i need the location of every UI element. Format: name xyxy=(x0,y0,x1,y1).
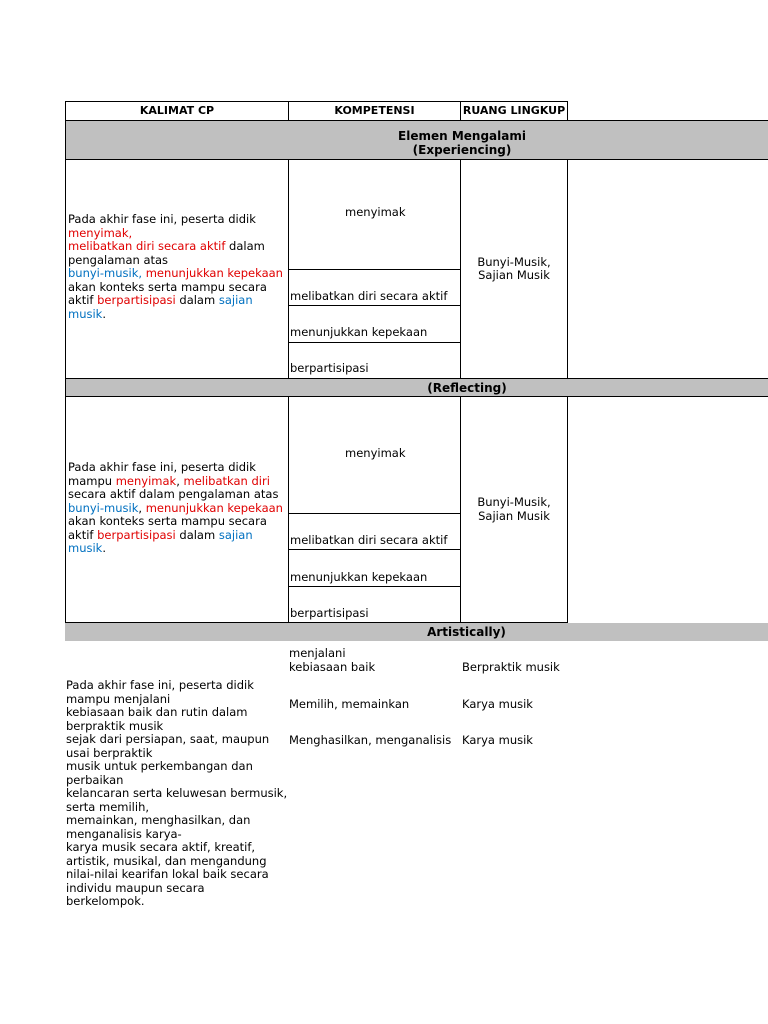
cp-text: Pada akhir fase ini, peserta didik xyxy=(68,460,256,474)
ruang-lingkup-line: Sajian Musik xyxy=(478,508,550,523)
row-divider xyxy=(289,513,460,514)
cp-highlight-blue: musik xyxy=(68,306,103,321)
cp-text: aktif xyxy=(68,293,98,307)
header-ruang-lingkup-label: RUANG LINGKUP xyxy=(462,104,566,118)
cp-text: , xyxy=(138,500,146,515)
cp-highlight-blue: sajian xyxy=(218,293,253,307)
kompetensi-item: berpartisipasi xyxy=(290,606,369,620)
ruang-lingkup-line: Bunyi-Musik, xyxy=(477,254,551,269)
ruang-lingkup-cell-experiencing xyxy=(460,159,568,379)
cp-highlight-red: berpartisipasi xyxy=(97,293,176,307)
ruang-lingkup-item: Berpraktik musik xyxy=(462,660,560,674)
cp-highlight-red: menyimak, xyxy=(68,225,133,240)
header-kalimat-cp xyxy=(65,101,289,121)
band-title: Artistically) xyxy=(427,625,506,639)
cp-line: usai berpraktik xyxy=(66,745,153,760)
cp-text: mampu xyxy=(68,473,116,488)
cp-highlight-blue: sajian xyxy=(218,527,253,542)
cp-line: serta memilih, xyxy=(66,799,150,814)
ruang-lingkup-item: Karya musik xyxy=(462,697,533,711)
cp-highlight-blue: bunyi-musik, xyxy=(68,266,143,280)
cp-line: Pada akhir fase ini, peserta didik xyxy=(66,678,254,692)
cp-highlight-red: melibatkan diri secara aktif xyxy=(68,239,226,253)
kompetensi-item: menyimak xyxy=(345,205,406,219)
cp-highlight-blue: bunyi-musik xyxy=(68,500,139,515)
kompetensi-item: berpartisipasi xyxy=(290,361,369,375)
cp-line: kebiasaan baik dan rutin dalam xyxy=(66,705,248,719)
row-divider xyxy=(289,342,460,343)
ruang-lingkup-line: Bunyi-Musik, xyxy=(477,495,551,509)
cp-highlight-red: menyimak xyxy=(115,473,177,488)
cp-text-artistically xyxy=(66,679,296,909)
cp-text: dalam xyxy=(175,293,219,307)
cp-text: akan konteks serta mampu secara xyxy=(68,514,267,528)
section-band-reflecting xyxy=(65,378,768,397)
cp-line: menganalisis karya- xyxy=(66,826,182,841)
cp-text: pengalaman atas xyxy=(68,252,169,267)
kompetensi-item: menunjukkan kepekaan xyxy=(290,570,428,584)
cp-text: , xyxy=(176,473,184,488)
cp-cell-reflecting xyxy=(65,396,289,623)
row-divider xyxy=(289,586,460,587)
row-divider xyxy=(289,549,460,550)
kompetensi-item: melibatkan diri secara aktif xyxy=(290,289,448,303)
kompetensi-item: menyimak xyxy=(345,446,406,460)
band-title: (Reflecting) xyxy=(427,381,507,395)
cp-text: secara aktif dalam pengalaman atas xyxy=(68,487,279,501)
cp-text: . xyxy=(102,541,106,555)
header-ruang-lingkup xyxy=(460,101,568,121)
section-band-artistically xyxy=(65,623,768,641)
row-divider xyxy=(289,305,460,306)
cp-text-reflecting xyxy=(67,461,290,556)
cp-highlight-red: menunjukkan kepekaan xyxy=(145,500,283,515)
cp-highlight-red: melibatkan diri xyxy=(183,473,270,488)
row-divider xyxy=(289,269,460,270)
cp-line: mampu menjalani xyxy=(66,691,171,706)
cp-text: dalam xyxy=(225,239,265,253)
cp-text: . xyxy=(102,306,106,321)
cp-text: Pada akhir fase ini, peserta didik xyxy=(68,212,256,226)
cp-line: individu maupun secara xyxy=(66,880,205,895)
cp-text: akan konteks serta mampu secara xyxy=(68,279,267,294)
cp-line: sejak dari persiapan, saat, maupun xyxy=(66,732,270,746)
kompetensi-row xyxy=(289,647,461,674)
cp-cell-experiencing xyxy=(65,159,289,379)
ruang-lingkup-cell-reflecting xyxy=(460,396,568,623)
cp-line: berpraktik musik xyxy=(66,718,164,733)
cp-text-experiencing xyxy=(67,213,290,321)
cp-line: karya musik secara aktif, kreatif, xyxy=(66,840,256,854)
cp-text: dalam xyxy=(175,527,219,542)
section-band-experiencing xyxy=(65,120,768,160)
cp-line: kelancaran serta keluwesan bermusik, xyxy=(66,786,288,800)
band-title-line1: Elemen Mengalami xyxy=(398,129,526,143)
kompetensi-cell-reflecting xyxy=(288,396,461,623)
kompetensi-cell-experiencing xyxy=(288,159,461,379)
cp-line: berkelompok. xyxy=(66,894,145,908)
header-kalimat-cp-label: KALIMAT CP xyxy=(139,104,215,118)
cp-text: aktif xyxy=(68,527,98,542)
cp-highlight-red: berpartisipasi xyxy=(97,527,176,542)
cp-highlight-red: menunjukkan kepekaan xyxy=(145,266,283,280)
cp-line: perbaikan xyxy=(66,772,124,787)
cp-highlight-blue: musik xyxy=(68,541,103,555)
ruang-lingkup-item: Karya musik xyxy=(462,733,533,747)
kompetensi-item: Memilih, memainkan xyxy=(289,697,410,711)
cp-line: memainkan, menghasilkan, dan xyxy=(66,813,251,827)
kompetensi-item: menjalani xyxy=(289,646,346,660)
kompetensi-item: menunjukkan kepekaan xyxy=(290,325,428,339)
cp-line: musik untuk perkembangan dan xyxy=(66,759,253,773)
kompetensi-item: kebiasaan baik xyxy=(289,659,376,674)
ruang-lingkup-line: Sajian Musik xyxy=(478,268,550,282)
kompetensi-item: melibatkan diri secara aktif xyxy=(290,533,448,547)
header-kompetensi xyxy=(288,101,461,121)
kompetensi-item: Menghasilkan, menganalisis xyxy=(289,733,452,747)
header-kompetensi-label: KOMPETENSI xyxy=(334,104,415,118)
cp-line: artistik, musikal, dan mengandung xyxy=(66,853,267,868)
cp-line: nilai-nilai kearifan lokal baik secara xyxy=(66,867,269,881)
band-title-line2: (Experiencing) xyxy=(412,143,512,157)
